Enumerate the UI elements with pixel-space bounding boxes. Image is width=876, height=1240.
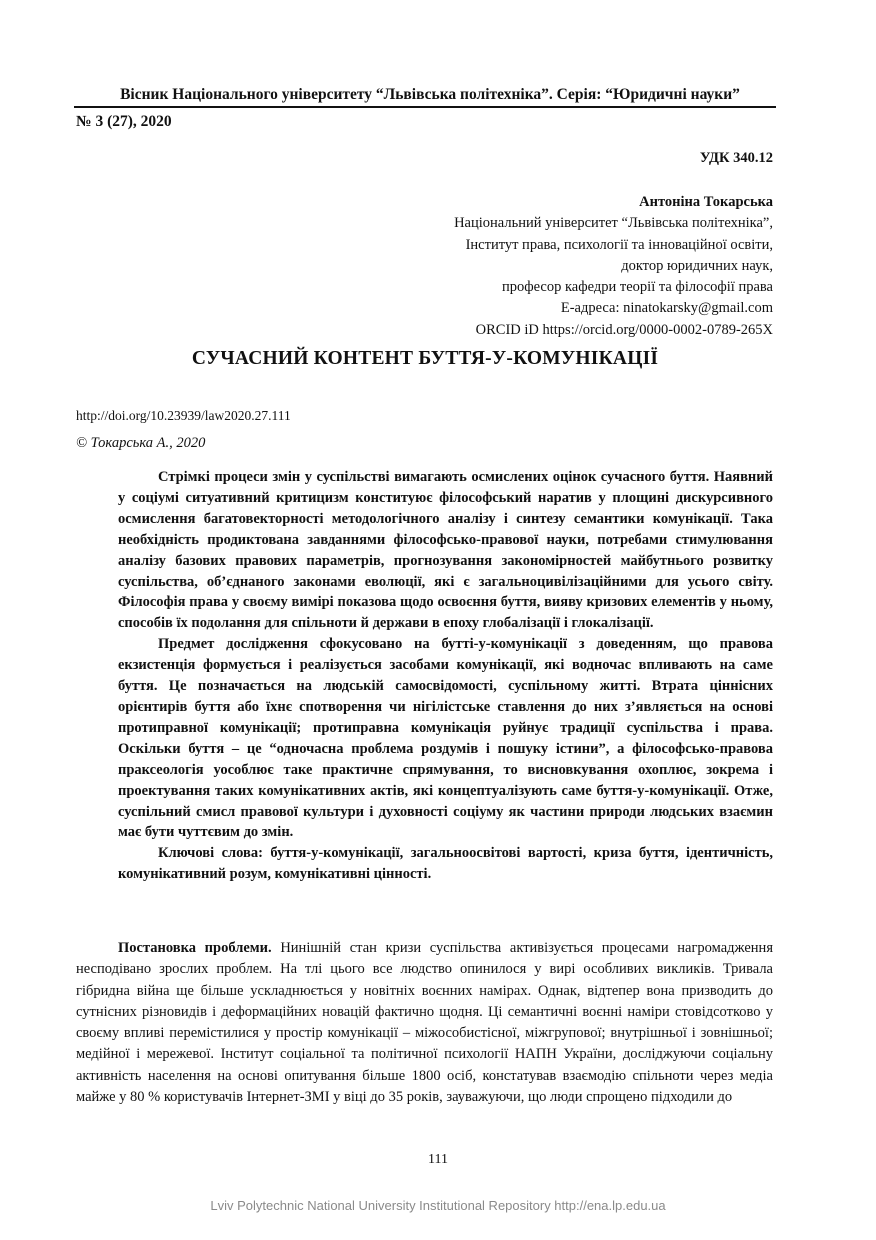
copyright: © Токарська А., 2020 bbox=[76, 435, 206, 451]
keywords: Ключові слова: буття-у-комунікації, загальноосвітові вартості, криза буття, ідентичність, комунікативний розум, комунікативні цінності. bbox=[118, 845, 773, 883]
author-position: професор кафедри теорії та філософії права bbox=[501, 279, 773, 296]
udc-code: УДК 340.12 bbox=[699, 150, 773, 166]
journal-title: Вісник Національного університету “Львівська політехніка”. Серія: “Юридичні науки” bbox=[120, 86, 740, 103]
abstract-paragraph: Предмет дослідження сфокусовано на бутті-у-комунікації з доведенням, що правова екзистенція формується і реалізується засобами комунікації, які водночас впливають на саме буття. Це позначається на людській самосвідомості, суспільному житті. Втрата ціннісних орієнтирів буття або їхнє спотворення чи нігілістське ставлення до них з’являється на основі протиправної комунікації; протиправна комунікація руйнує традиції суспільства і права. Оскільки буття – це “одночасна проблема роздумів і пошуку істини”, а філософсько-правова праксеологія уособлює таке практичне спрямування, то висновкування охоплює, зокрема і проектування таких комунікативних актів, які концептуалізують саме буття-у-комунікації. Отже, суспільний смисл правової культури і духовності соціуму як частини природи людських взаємин має бути чуттєвим до змін. bbox=[118, 636, 773, 841]
repository-footer: Lviv Polytechnic National University Institutional Repository http://ena.lp.edu.ua bbox=[210, 1198, 666, 1213]
abstract-paragraph: Стрімкі процеси змін у суспільстві вимагають осмислених оцінок сучасного буття. Наявний у соціумі ситуативний критицизм конституює філософський наратив у площині дискурсивного осмислення багатовекторності методологічного аналізу і синтезу семантики комунікації. Така необхідність продиктована завданнями філософсько-правової науки, потребами стимулювання аналізу базових правових параметрів, прогнозування закономірностей майбутнього розвитку суспільства, об’єднаного законами еволюції, які є загальноцивілізаційними для усього світу. Філософія права у своєму вимірі показова щодо освоєння буття, вияву кризових елементів у ньому, способів їх подолання для спільноти й держави в епоху глобалізації і глокалізації. bbox=[118, 469, 773, 632]
author-orcid: ORCID iD https://orcid.org/0000-0002-0789-265X bbox=[475, 321, 773, 338]
main-text bbox=[76, 938, 773, 1108]
issue-number: № 3 (27), 2020 bbox=[76, 113, 172, 130]
author-block bbox=[454, 192, 773, 341]
author-institute: Інститут права, психології та інноваційної освіти, bbox=[465, 236, 773, 253]
author-degree: доктор юридичних наук, bbox=[621, 257, 773, 274]
abstract bbox=[118, 467, 773, 885]
body-paragraph bbox=[76, 938, 773, 1108]
author-name: Антоніна Токарська bbox=[639, 194, 773, 210]
doi-link[interactable]: http://doi.org/10.23939/law2020.27.111 bbox=[76, 408, 291, 423]
header-divider bbox=[74, 106, 776, 108]
article-title: СУЧАСНИЙ КОНТЕНТ БУТТЯ-У-КОМУНІКАЦІЇ bbox=[191, 348, 659, 369]
body-text: Нинішній стан кризи суспільства активізується процесами нагромадження несподівано зрослих проблем. На тлі цього все людство опинилося у вирі особливих викликів. Тривала гібридна війна ще більше ускладнюється у новітніх воєнних намірах. Однак, відтепер вона призводить до сутнісних різновидів і деформаційних новацій фактично щодня. Ці семантичні воєнні наміри стовідсотково у своєму впливі перемістилися у простір комунікації – міжособистісної, міжгрупової; внутрішньої і зовнішньої; медійної і мережевої. Інститут соціальної та політичної психології НАПН України, досліджуючи соціальну активність населення на основі опитування більше 1800 осіб, констатував взаємодію спільноти через медіа майже у 80 % користувачів Інтернет-ЗМІ у віці до 35 років, зауважуючи, що люди спрощено підходили до bbox=[76, 940, 773, 1106]
page-number: 111 bbox=[428, 1152, 448, 1167]
author-affiliation: Національний університет “Львівська політехніка”, bbox=[454, 215, 773, 232]
author-email: E-адреса: ninatokarsky@gmail.com bbox=[560, 300, 773, 317]
section-heading: Постановка проблеми. bbox=[118, 940, 272, 956]
